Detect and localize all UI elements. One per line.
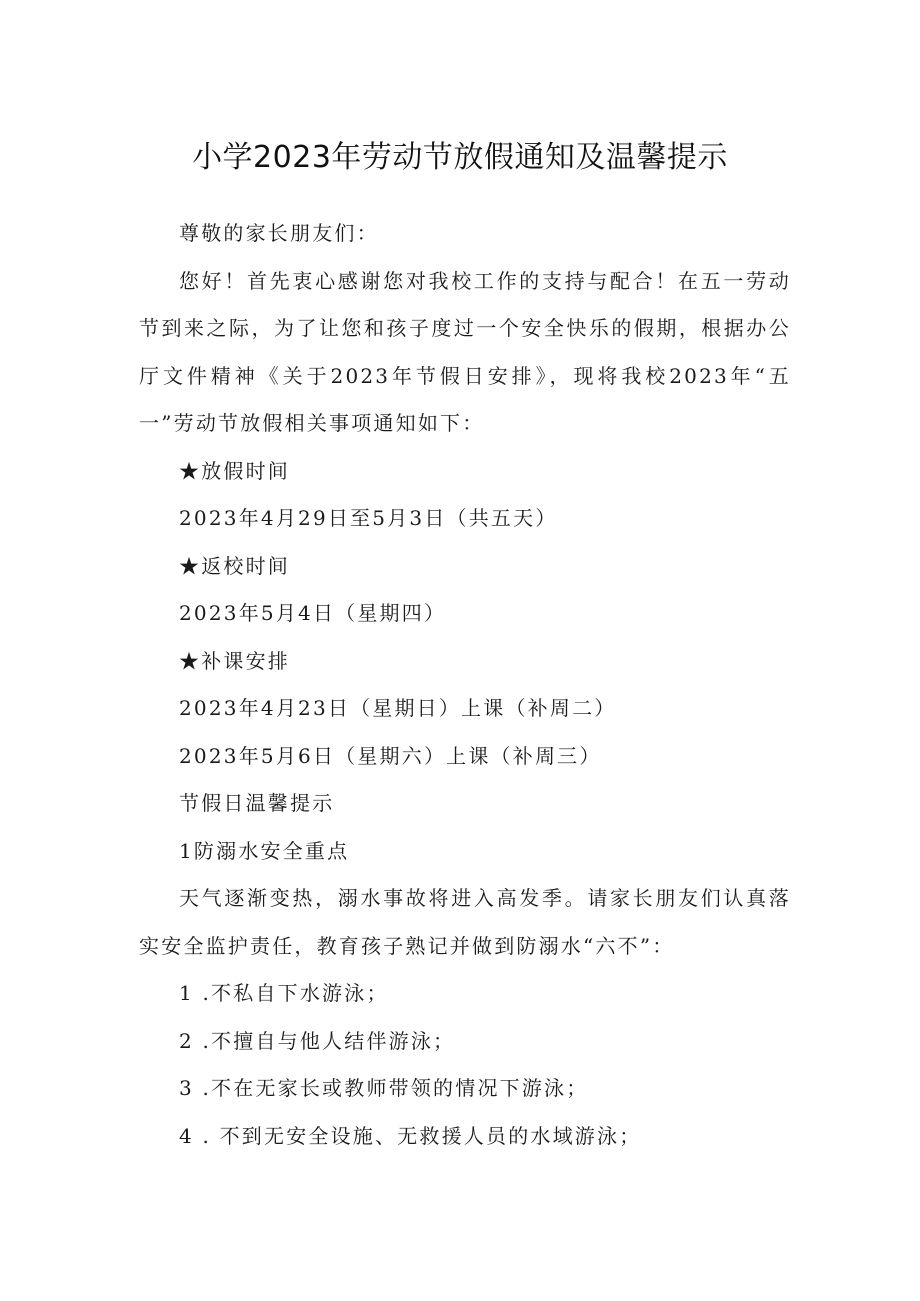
rule-item: 1 .不私自下水游泳； <box>179 981 389 1005</box>
intro-paragraph: 您好！首先衷心感谢您对我校工作的支持与配合！在五一劳动节到来之际，为了让您和孩子度过一个安全快乐的假期，根据办公厅文件精神《关于2023年节假日安排》，现将我校2023年“五一”劳动节放假相关事项通知如下： <box>139 268 791 435</box>
greeting: 尊敬的家长朋友们： <box>179 221 379 245</box>
section-1-body: 天气逐渐变热，溺水事故将进入高发季。请家长朋友们认真落实安全监护责任，教育孩子熟记并做到防溺水“六不”： <box>139 886 791 958</box>
rule-item: 2 .不擅自与他人结伴游泳； <box>179 1028 456 1053</box>
holiday-dates: 2023年4月29日至5月3日（共五天） <box>179 506 558 530</box>
rule-item: 3 .不在无家长或教师带领的情况下游泳； <box>179 1076 589 1100</box>
makeup-date-1: 2023年4月23日（星期日）上课（补周二） <box>179 696 617 720</box>
rule-item: 4 . 不到无安全设施、无救援人员的水域游泳； <box>179 1123 642 1148</box>
makeup-date-2: 2023年5月6日（星期六）上课（补周三） <box>179 743 602 768</box>
holiday-heading: ★放假时间 <box>179 458 290 483</box>
return-heading: ★返校时间 <box>179 553 290 578</box>
document-title: 小学2023年劳动节放假通知及温馨提示 <box>192 140 728 175</box>
return-date: 2023年5月4日（星期四） <box>179 601 447 625</box>
tips-heading: 节假日温馨提示 <box>179 791 335 815</box>
document-body <box>139 210 791 1160</box>
makeup-heading: ★补课安排 <box>179 648 290 673</box>
section-1-heading: 1防溺水安全重点 <box>179 838 350 863</box>
